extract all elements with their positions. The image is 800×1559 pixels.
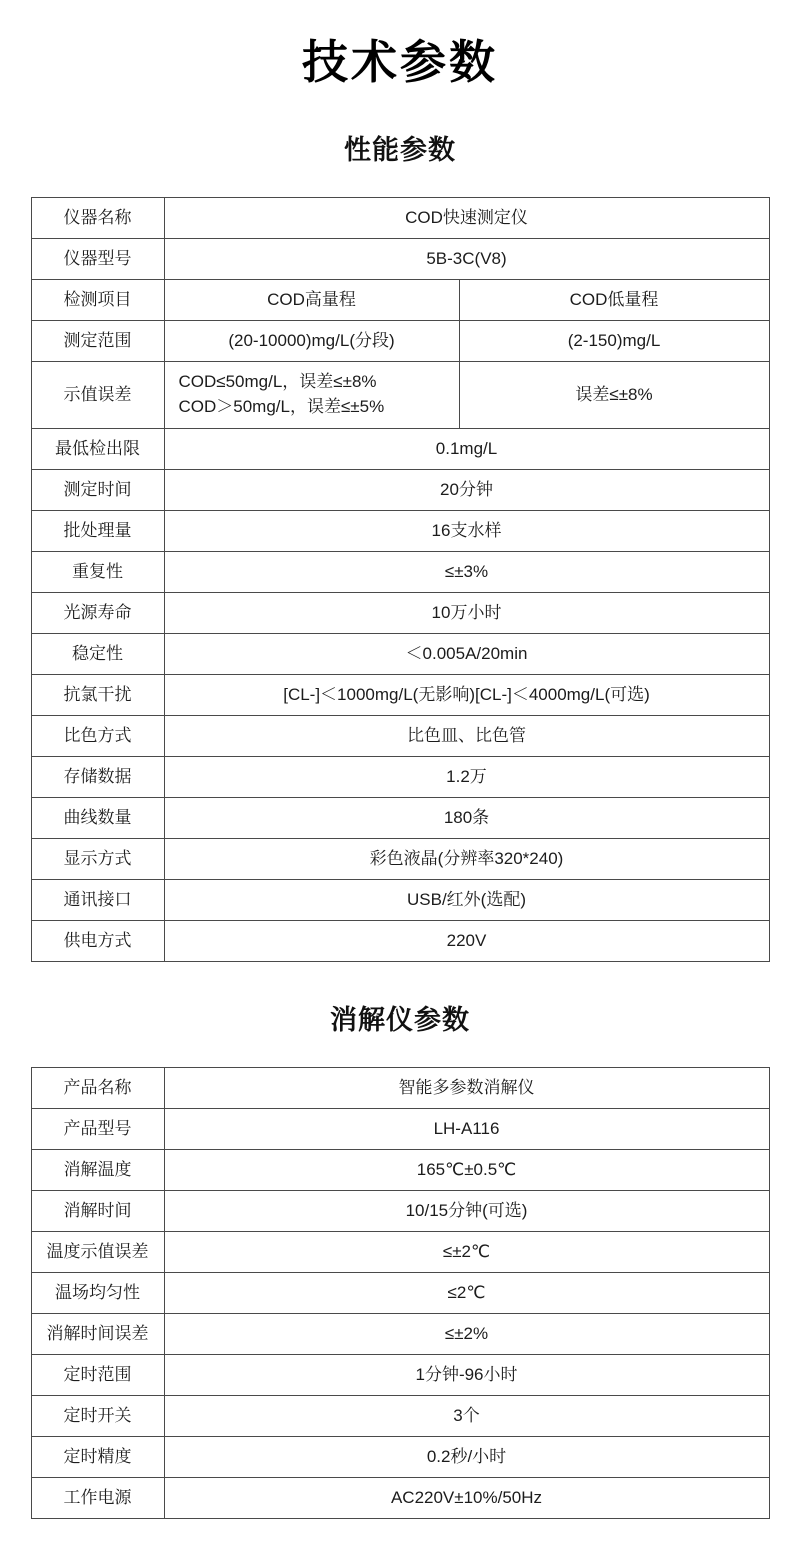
- row-value: USB/红外(选配): [164, 880, 769, 921]
- row-value: 彩色液晶(分辨率320*240): [164, 839, 769, 880]
- row-label: 光源寿命: [31, 593, 164, 634]
- row-value: [CL-]＜1000mg/L(无影响)[CL-]＜4000mg/L(可选): [164, 675, 769, 716]
- table-row: [31, 1478, 769, 1519]
- table-row: [31, 634, 769, 675]
- table-row: [31, 1232, 769, 1273]
- digester-table: [31, 1067, 770, 1519]
- row-label: 定时范围: [31, 1355, 164, 1396]
- section-title-digester: 消解仪参数: [330, 1005, 470, 1035]
- row-label: 抗氯干扰: [31, 675, 164, 716]
- row-value: AC220V±10%/50Hz: [164, 1478, 769, 1519]
- row-label: 稳定性: [31, 634, 164, 675]
- table-row: [31, 1396, 769, 1437]
- table-row: [31, 362, 769, 429]
- row-value: 5B-3C(V8): [164, 239, 769, 280]
- row-value: ≤±3%: [164, 552, 769, 593]
- row-value: 1分钟-96小时: [164, 1355, 769, 1396]
- row-label: 消解温度: [31, 1150, 164, 1191]
- row-label: 批处理量: [31, 511, 164, 552]
- row-value: ＜0.005A/20min: [164, 634, 769, 675]
- table-row: [31, 1273, 769, 1314]
- table-row: [31, 429, 769, 470]
- table-row: [31, 798, 769, 839]
- row-label: 重复性: [31, 552, 164, 593]
- table-row: [31, 716, 769, 757]
- table-row: [31, 1314, 769, 1355]
- table-row: [31, 1150, 769, 1191]
- row-label: 曲线数量: [31, 798, 164, 839]
- row-label: 检测项目: [31, 280, 164, 321]
- table-row: [31, 593, 769, 634]
- table-row: [31, 321, 769, 362]
- row-value: 220V: [164, 921, 769, 962]
- table-row: [31, 239, 769, 280]
- row-value: ≤±2℃: [164, 1232, 769, 1273]
- row-label: 仪器名称: [31, 198, 164, 239]
- row-value: 16支水样: [164, 511, 769, 552]
- row-label: 最低检出限: [31, 429, 164, 470]
- table-row: [31, 1109, 769, 1150]
- row-label: 示值误差: [31, 362, 164, 429]
- row-label: 存储数据: [31, 757, 164, 798]
- row-value: 20分钟: [164, 470, 769, 511]
- bottom-whitespace: [0, 1519, 800, 1559]
- row-value: 0.2秒/小时: [164, 1437, 769, 1478]
- table-row: [31, 280, 769, 321]
- section-title-performance: 性能参数: [344, 135, 456, 165]
- row-value: 10/15分钟(可选): [164, 1191, 769, 1232]
- row-value: 180条: [164, 798, 769, 839]
- row-label: 比色方式: [31, 716, 164, 757]
- row-value: 3个: [164, 1396, 769, 1437]
- row-value: COD≤50mg/L，误差≤±8% COD＞50mg/L，误差≤±5%: [164, 362, 459, 429]
- row-value: ≤±2%: [164, 1314, 769, 1355]
- row-value: (20-10000)mg/L(分段): [164, 321, 459, 362]
- table-row: [31, 1355, 769, 1396]
- row-label: 定时精度: [31, 1437, 164, 1478]
- page-title: 技术参数: [302, 36, 498, 88]
- table-row: [31, 921, 769, 962]
- row-label: 工作电源: [31, 1478, 164, 1519]
- table-row: [31, 1191, 769, 1232]
- row-value: COD低量程: [459, 280, 769, 321]
- row-value: (2-150)mg/L: [459, 321, 769, 362]
- table-row: [31, 757, 769, 798]
- row-label: 消解时间误差: [31, 1314, 164, 1355]
- row-label: 供电方式: [31, 921, 164, 962]
- row-value: 误差≤±8%: [459, 362, 769, 429]
- row-value: COD高量程: [164, 280, 459, 321]
- table-row: [31, 880, 769, 921]
- table-row: [31, 198, 769, 239]
- row-label: 测定时间: [31, 470, 164, 511]
- row-value: 比色皿、比色管: [164, 716, 769, 757]
- table-row: [31, 470, 769, 511]
- table-row: [31, 675, 769, 716]
- row-label: 定时开关: [31, 1396, 164, 1437]
- row-label: 产品名称: [31, 1068, 164, 1109]
- row-label: 显示方式: [31, 839, 164, 880]
- row-value: 智能多参数消解仪: [164, 1068, 769, 1109]
- table-row: [31, 1437, 769, 1478]
- row-label: 消解时间: [31, 1191, 164, 1232]
- table-row: [31, 1068, 769, 1109]
- table-row: [31, 552, 769, 593]
- row-label: 仪器型号: [31, 239, 164, 280]
- performance-table: [31, 197, 770, 962]
- table-row: [31, 511, 769, 552]
- table-row: [31, 839, 769, 880]
- row-label: 温场均匀性: [31, 1273, 164, 1314]
- row-label: 测定范围: [31, 321, 164, 362]
- row-value: 10万小时: [164, 593, 769, 634]
- row-value: COD快速测定仪: [164, 198, 769, 239]
- row-value: 1.2万: [164, 757, 769, 798]
- row-value: 0.1mg/L: [164, 429, 769, 470]
- row-label: 通讯接口: [31, 880, 164, 921]
- row-label: 产品型号: [31, 1109, 164, 1150]
- row-value: LH-A116: [164, 1109, 769, 1150]
- row-value: 165℃±0.5℃: [164, 1150, 769, 1191]
- row-value: ≤2℃: [164, 1273, 769, 1314]
- row-label: 温度示值误差: [31, 1232, 164, 1273]
